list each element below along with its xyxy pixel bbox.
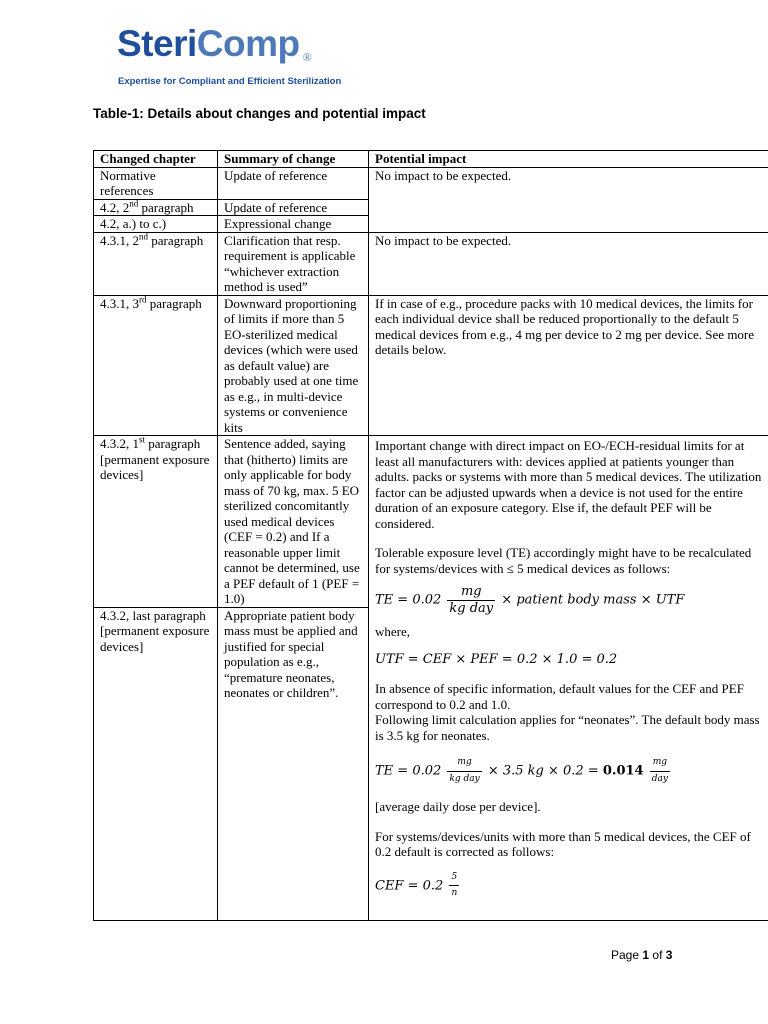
table-title: Table-1: Details about changes and potential impact (93, 106, 426, 121)
impact-cell-calculation (369, 436, 768, 921)
summary-cell: Update of reference (218, 167, 369, 199)
summary-cell: Appropriate patient body mass must be applied and justified for special population as e.g., “premature neonates, neonates or children”. (218, 607, 369, 920)
table-row (94, 232, 768, 295)
cef-formula: CEF = 0.2 $\frac{5}{n}$ (375, 871, 458, 898)
impact-paragraph: For systems/devices/units with more than 5 medical devices, the CEF of 0.2 default is corrected as follows: (375, 828, 751, 859)
table-row (94, 436, 768, 608)
chapter-cell: 4.2, a.) to c.) (94, 216, 218, 233)
impact-paragraph: Important change with direct impact on EO-/ECH-residual limits for at least all manufacturers with: devices applied at patients younger than adults. packs or systems with more than 5 medical devices. The utilization factor can be adjusted upwards when a device is not used for the entire duration of an exposure category. Else if, the default PEF will be considered. (375, 438, 762, 531)
logo-text-steri: Steri (117, 23, 197, 64)
summary-cell: Sentence added, saying that (hitherto) limits are only applicable for body mass of 70 kg, max. 5 EO sterilized concomitantly used medical devices (CEF = 0.2) and If a reasonable upper limit cannot be determined, use a PEF default of 1 (PEF = 1.0) (218, 436, 369, 608)
header-changed-chapter: Changed chapter (94, 151, 218, 168)
table-row (94, 167, 768, 199)
company-tagline: Expertise for Compliant and Efficient Sterilization (118, 76, 342, 87)
logo-text-comp: Comp (196, 23, 300, 64)
impact-cell: If in case of e.g., procedure packs with 10 medical devices, the limits for each individual device shall be reduced proportionally to the default 5 medical devices from e.g., 4 mg per device to 2 mg per device. See more details below. (369, 295, 768, 436)
chapter-cell: 4.3.1, 2nd paragraph (94, 232, 218, 295)
summary-cell: Expressional change (218, 216, 369, 233)
summary-cell: Update of reference (218, 199, 369, 216)
impact-paragraph: where, (375, 624, 411, 639)
table-row (94, 295, 768, 436)
chapter-cell: 4.3.1, 3rd paragraph (94, 295, 218, 436)
neonate-formula: TE = 0.02 $\frac{mg}{\text{kg day}}$ × 3.5 kg × 0.2 = 0.014 $\frac{mg}{\text{day}}$ (375, 757, 668, 784)
chapter-cell: 4.3.2, last paragraph [permanent exposure devices] (94, 607, 218, 920)
chapter-cell: Normative references (94, 167, 218, 199)
impact-cell: No impact to be expected. (369, 232, 768, 295)
te-formula: TE = 0.02 $\frac{mg}{\text{kg day}}$ × patient body mass × UTF (375, 584, 685, 616)
impact-paragraph: In absence of specific information, default values for the CEF and PEF correspond to 0.2 and 1.0. (375, 681, 744, 712)
changes-table (93, 150, 768, 921)
impact-cell: No impact to be expected. (369, 167, 768, 232)
header-potential-impact: Potential impact (369, 151, 768, 168)
chapter-cell: 4.2, 2nd paragraph (94, 199, 218, 216)
impact-paragraph: [average daily dose per device]. (375, 799, 541, 814)
impact-paragraph: Tolerable exposure level (TE) accordingly might have to be recalculated for systems/devices with ≤ 5 medical devices as follows: (375, 545, 752, 576)
company-logo (117, 22, 312, 66)
impact-paragraph: Following limit calculation applies for “neonates”. The default body mass is 3.5 kg for neonates. (375, 712, 760, 743)
summary-cell: Downward proportioning of limits if more than 5 EO-sterilized medical devices (which were used as default value) are probably used at one time as e.g., in multi-device systems or convenience kits (218, 295, 369, 436)
registered-mark: ® (302, 50, 312, 64)
page-footer: Page 1 of 3 (611, 948, 673, 962)
header-summary-of-change: Summary of change (218, 151, 369, 168)
chapter-cell: 4.3.2, 1st paragraph [permanent exposure devices] (94, 436, 218, 608)
summary-cell: Clarification that resp. requirement is applicable “whichever extraction method is used” (218, 232, 369, 295)
utf-formula: UTF = CEF × PEF = 0.2 × 1.0 = 0.2 (375, 651, 618, 667)
table-header-row (94, 151, 768, 168)
